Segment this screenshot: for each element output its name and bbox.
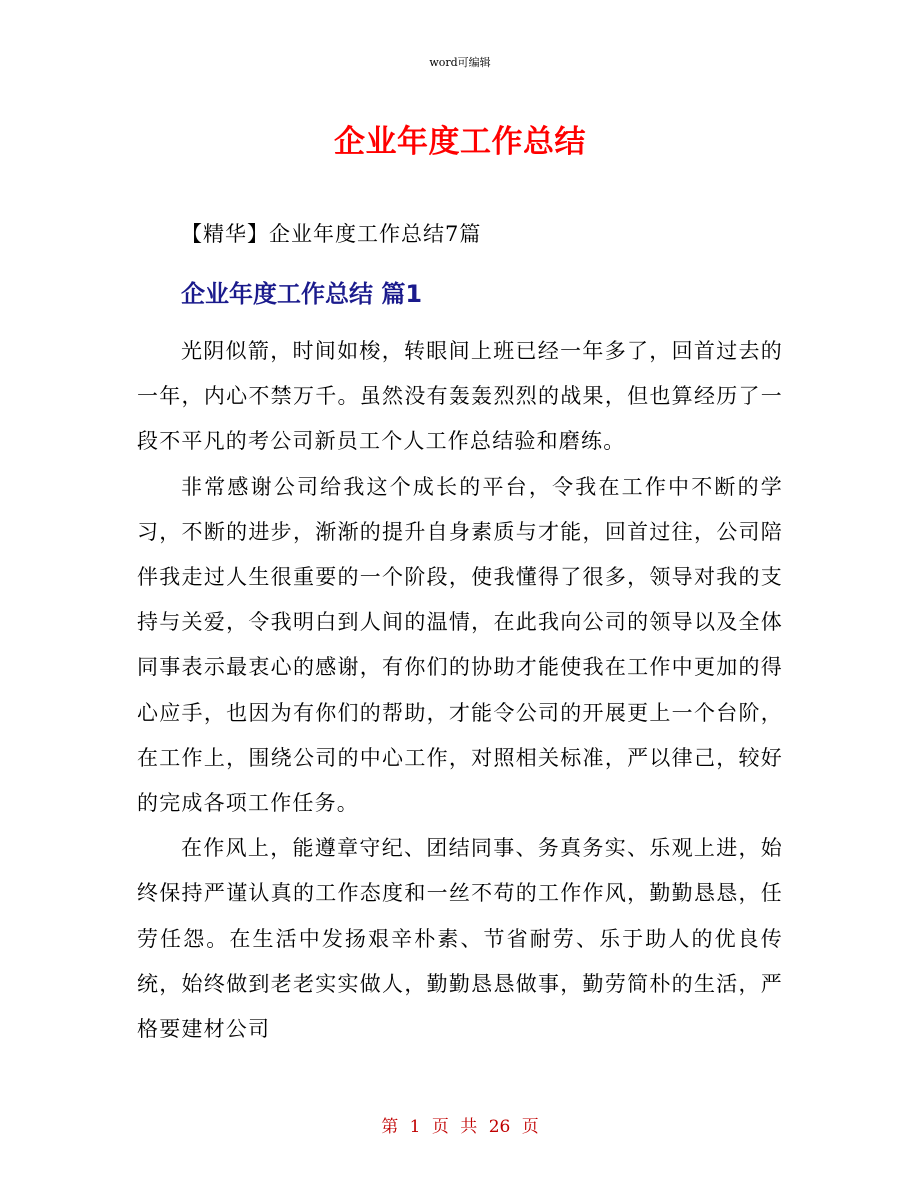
paragraph-2: 非常感谢公司给我这个成长的平台，令我在工作中不断的学习，不断的进步，渐渐的提升自身素质与才能，回首过往，公司陪伴我走过人生很重要的一个阶段，使我懂得了很多，领导对我的支持与关爱，令我明白到人间的温情，在此我向公司的领导以及全体同事表示最衷心的感谢，有你们的协助才能使我在工作中更加的得心应手，也因为有你们的帮助，才能令公司的开展更上一个台阶，在工作上，围绕公司的中心工作，对照相关标准，严以律己，较好的完成各项工作任务。: [137, 474, 783, 816]
document-title: 企业年度工作总结: [334, 124, 586, 160]
section-heading: 企业年度工作总结 篇1: [181, 280, 423, 308]
header-note: word可编辑: [429, 56, 491, 69]
page-indicator: 第 1 页 共 26 页: [381, 1117, 539, 1137]
document-subtitle: 【精华】企业年度工作总结7篇: [181, 222, 482, 246]
paragraph-1: 光阴似箭，时间如梭，转眼间上班已经一年多了，回首过去的一年，内心不禁万千。虽然没有轰轰烈烈的战果，但也算经历了一段不平凡的考公司新员工个人工作总结验和磨练。: [137, 339, 783, 454]
paragraph-3: 在作风上，能遵章守纪、团结同事、务真务实、乐观上进，始终保持严谨认真的工作态度和一丝不苟的工作作风，勤勤恳恳，任劳任怨。在生活中发扬艰辛朴素、节省耐劳、乐于助人的优良传统，始终做到老老实实做人，勤勤恳恳做事，勤劳简朴的生活，严格要建材公司: [137, 836, 783, 1042]
body-text: [137, 329, 783, 1052]
